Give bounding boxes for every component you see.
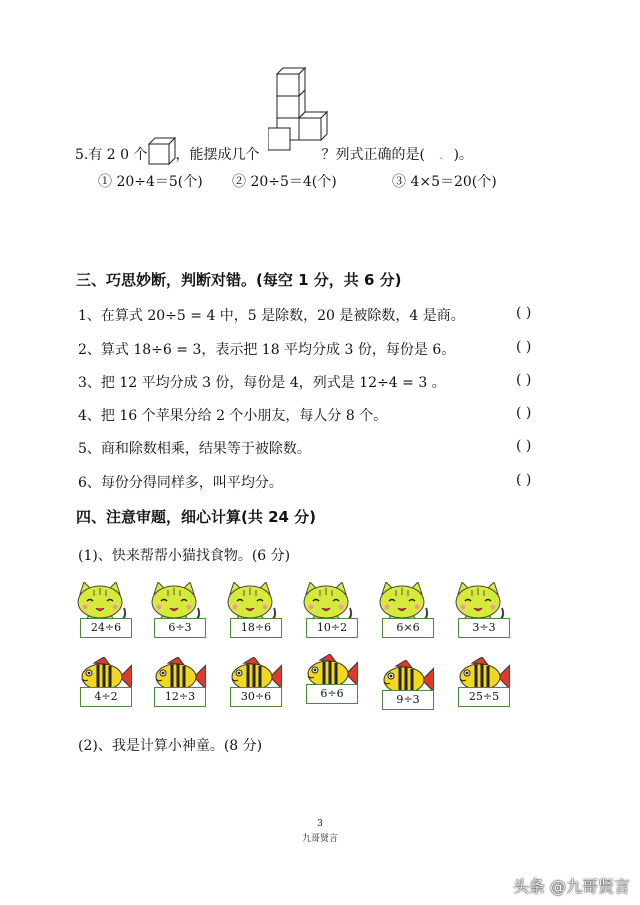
q5-close: )。 xyxy=(453,147,473,163)
fish-card: 4÷2 xyxy=(80,687,132,707)
section-3-title: 三、巧思妙断，判断对错。(每空 1 分，共 6 分) xyxy=(76,271,402,289)
q5-dot: . xyxy=(439,147,444,163)
fish-3[interactable] xyxy=(226,657,282,701)
question-5 xyxy=(75,137,473,169)
cat-card: 24÷6 xyxy=(80,618,132,638)
cat-6[interactable] xyxy=(450,582,506,638)
footer-author: 九哥贤言 xyxy=(301,834,338,844)
cat-card: 6÷3 xyxy=(154,618,206,638)
cat-3[interactable] xyxy=(222,582,278,638)
q5-option-c: ③ 4×5＝20(个) xyxy=(392,174,497,190)
fish-card: 12÷3 xyxy=(154,687,206,707)
section-4-title: 四、注意审题，细心计算(共 24 分) xyxy=(76,508,317,526)
judge-item-5: 5、商和除数相乘，结果等于被除数。 xyxy=(78,441,311,457)
cat-2[interactable] xyxy=(146,582,202,638)
q5-suffix: ？列式正确的是( xyxy=(321,147,425,163)
fish-6[interactable] xyxy=(454,657,510,701)
answer-paren-6[interactable]: ( ) xyxy=(516,472,532,488)
judge-item-1: 1、在算式 20÷5 = 4 中，5 是除数，20 是被除数，4 是商。 xyxy=(78,308,465,324)
cat-4[interactable] xyxy=(298,582,354,638)
judge-item-3: 3、把 12 平均分成 3 份，每份是 4，列式是 12÷4 = 3 。 xyxy=(78,375,446,391)
cube-icon xyxy=(148,137,176,169)
answer-paren-5[interactable]: ( ) xyxy=(516,438,532,454)
fish-card: 6÷6 xyxy=(306,684,358,704)
fish-1[interactable] xyxy=(76,657,132,701)
answer-paren-4[interactable]: ( ) xyxy=(516,405,532,421)
cat-card: 3÷3 xyxy=(458,618,510,638)
judge-item-2: 2、算式 18÷6 = 3，表示把 18 平均分成 3 份，每份是 6。 xyxy=(78,342,456,358)
sub-question-1: (1)、快来帮帮小猫找食物。(6 分) xyxy=(78,548,291,564)
page-number: 3 xyxy=(317,819,323,829)
judge-item-4: 4、把 16 个苹果分给 2 个小朋友，每人分 8 个。 xyxy=(78,408,388,424)
answer-paren-3[interactable]: ( ) xyxy=(516,372,532,388)
fish-4[interactable] xyxy=(302,654,358,698)
cat-5[interactable] xyxy=(374,582,430,638)
fish-card: 25÷5 xyxy=(458,687,510,707)
fish-5[interactable] xyxy=(378,660,434,704)
q5-prefix: 5.有 2 0 个 xyxy=(75,147,148,163)
answer-paren-2[interactable]: ( ) xyxy=(516,339,532,355)
fish-2[interactable] xyxy=(150,657,206,701)
q5-middle: ，能摆成几个 xyxy=(175,147,260,163)
q5-option-a: ① 20÷4＝5(个) xyxy=(98,174,203,190)
sub-question-2: (2)、我是计算小神童。(8 分) xyxy=(78,738,263,754)
watermark: 头条 @九哥贤言 xyxy=(512,877,630,896)
cat-1[interactable] xyxy=(72,582,128,638)
answer-paren-1[interactable]: ( ) xyxy=(516,305,532,321)
fish-card: 30÷6 xyxy=(230,687,282,707)
cat-card: 6×6 xyxy=(382,618,434,638)
q5-option-b: ② 20÷5＝4(个) xyxy=(232,174,337,190)
cat-card: 18÷6 xyxy=(230,618,282,638)
judge-item-6: 6、每份分得同样多，叫平均分。 xyxy=(78,475,283,491)
fish-card: 9÷3 xyxy=(382,690,434,710)
cat-card: 10÷2 xyxy=(306,618,358,638)
